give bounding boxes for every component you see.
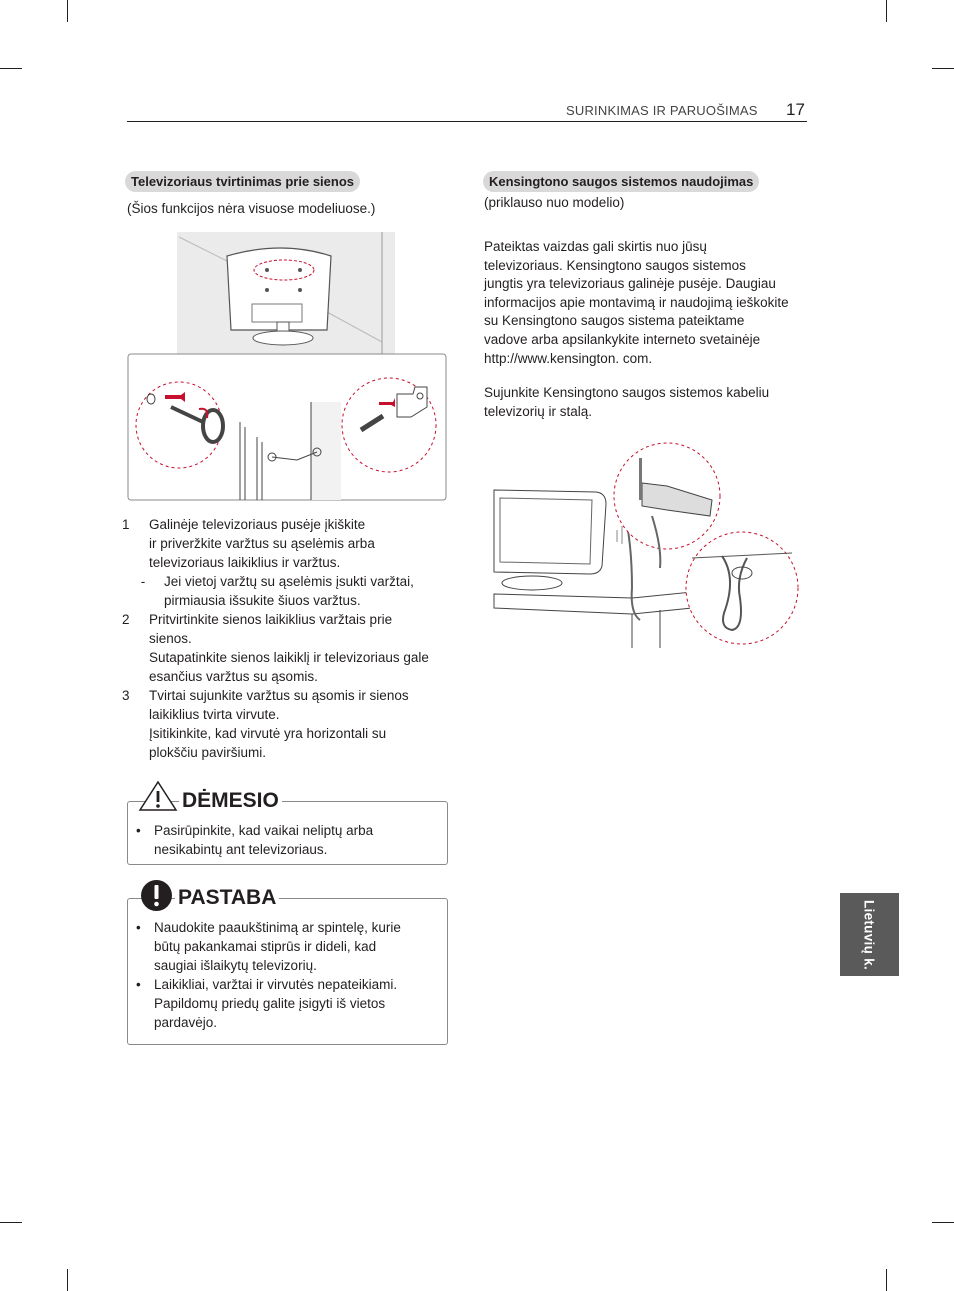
section-heading-kensington: Kensingtono saugos sistemos naudojimas [483, 171, 759, 192]
kensington-paragraph-1 [484, 238, 814, 368]
crop-mark [886, 1269, 887, 1291]
paragraph-line: televizorių ir stalą. [484, 403, 593, 419]
step-line: pirmiausia išsukite šiuos varžtus. [164, 593, 361, 608]
installation-steps [122, 515, 452, 762]
page-number: 17 [786, 100, 805, 119]
step-line: Tvirtai sujunkite varžtus su ąsomis ir sienos [149, 688, 409, 703]
note-line: saugiai išlaikytų televizorių. [154, 958, 317, 973]
step-line: esančius varžtus su ąsomis. [149, 669, 318, 684]
step-line: plokščiu paviršiumi. [149, 745, 267, 760]
availability-note: (Šios funkcijos nėra visuose modeliuose.) [127, 201, 376, 216]
note-exclamation-icon [140, 879, 173, 912]
header-rule [127, 121, 807, 122]
step-number: 2 [122, 612, 130, 627]
step-line: televizoriaus laikiklius ir varžtus. [149, 555, 341, 570]
kensington-illustration [492, 438, 808, 650]
note-line: būtų pakankamai stiprūs ir dideli, kad [154, 939, 377, 954]
paragraph-line: informacijos apie montavimą ir naudojimą ieškokite [484, 294, 789, 310]
note-item: • Naudokite paaukštinimą ar spintelę, kurie būtų pakankamai stiprūs ir dideli, kad saugiai išlaikytų televizorių. [136, 920, 401, 973]
step-item [122, 610, 452, 686]
caution-title: DĖMESIO [179, 789, 282, 813]
note-title: PASTABA [175, 886, 279, 910]
section-title: SURINKIMAS IR PARUOŠIMAS [566, 103, 758, 118]
crop-mark [886, 0, 887, 22]
section-heading-wall-mount: Televizoriaus tvirtinimas prie sienos [125, 171, 360, 192]
caution-list [136, 821, 436, 859]
crop-mark [0, 1222, 22, 1223]
kensington-paragraph-2 [484, 384, 814, 421]
step-line: Galinėje televizoriaus pusėje įkiškite [149, 517, 366, 532]
model-note: (priklauso nuo modelio) [484, 195, 625, 210]
step-line: laikiklius tvirta virvute. [149, 707, 280, 722]
step-line: sienos. [149, 631, 192, 646]
crop-mark [932, 68, 954, 69]
note-line: pardavėjo. [154, 1015, 218, 1030]
step-line: Įsitikinkite, kad virvutė yra horizontali su [149, 726, 387, 741]
step-line: Jei vietoj varžtų su ąselėmis įsukti varžtai, [164, 574, 414, 589]
paragraph-line: Sujunkite Kensingtono saugos sistemos kabeliu [484, 385, 770, 400]
paragraph-line: vadove arba apsilankykite interneto svetainėje [484, 331, 761, 347]
step-number: 3 [122, 688, 130, 703]
step-dash: - [140, 574, 146, 589]
step-item [122, 572, 452, 610]
caution-line: nesikabintų ant televizoriaus. [154, 842, 328, 857]
note-line: Laikikliai, varžtai ir virvutės nepateikiami. [154, 977, 398, 992]
step-line: Pritvirtinkite sienos laikiklius varžtais prie [149, 612, 393, 627]
step-line: ir priveržkite varžtus su ąselėmis arba [149, 536, 375, 551]
step-line: Sutapatinkite sienos laikiklį ir televizoriaus gale [149, 650, 429, 665]
crop-mark [67, 1269, 68, 1291]
paragraph-line: Pateiktas vaizdas gali skirtis nuo jūsų [484, 239, 707, 254]
step-item [122, 686, 452, 762]
caution-line: Pasirūpinkite, kad vaikai neliptų arba [154, 823, 374, 838]
crop-mark [0, 68, 22, 69]
note-line: Papildomų priedų galite įsigyti iš vietos [154, 996, 386, 1011]
step-number: 1 [122, 517, 130, 532]
paragraph-line: jungtis yra televizoriaus galinėje pusėje. Daugiau [484, 276, 776, 292]
caution-item: • Pasirūpinkite, kad vaikai neliptų arba nesikabintų ant televizoriaus. [136, 823, 374, 857]
step-item [122, 515, 452, 572]
paragraph-line: su Kensingtono saugos sistema pateiktame [484, 313, 745, 329]
note-item: • Laikikliai, varžtai ir virvutės nepateikiami. Papildomų priedų galite įsigyti iš vietos pardavėjo. [136, 977, 398, 1030]
language-tab-label: Lietuvių k. [861, 899, 877, 971]
note-line: Naudokite paaukštinimą ar spintelę, kurie [154, 920, 401, 935]
note-list [136, 918, 436, 1032]
paragraph-line: televizoriaus. Kensingtono saugos sistemos [484, 257, 746, 273]
wall-mount-illustration [127, 232, 449, 502]
crop-mark [932, 1222, 954, 1223]
warning-triangle-icon [138, 780, 178, 812]
paragraph-line: http://www.kensington. com. [484, 350, 653, 366]
crop-mark [67, 0, 68, 22]
